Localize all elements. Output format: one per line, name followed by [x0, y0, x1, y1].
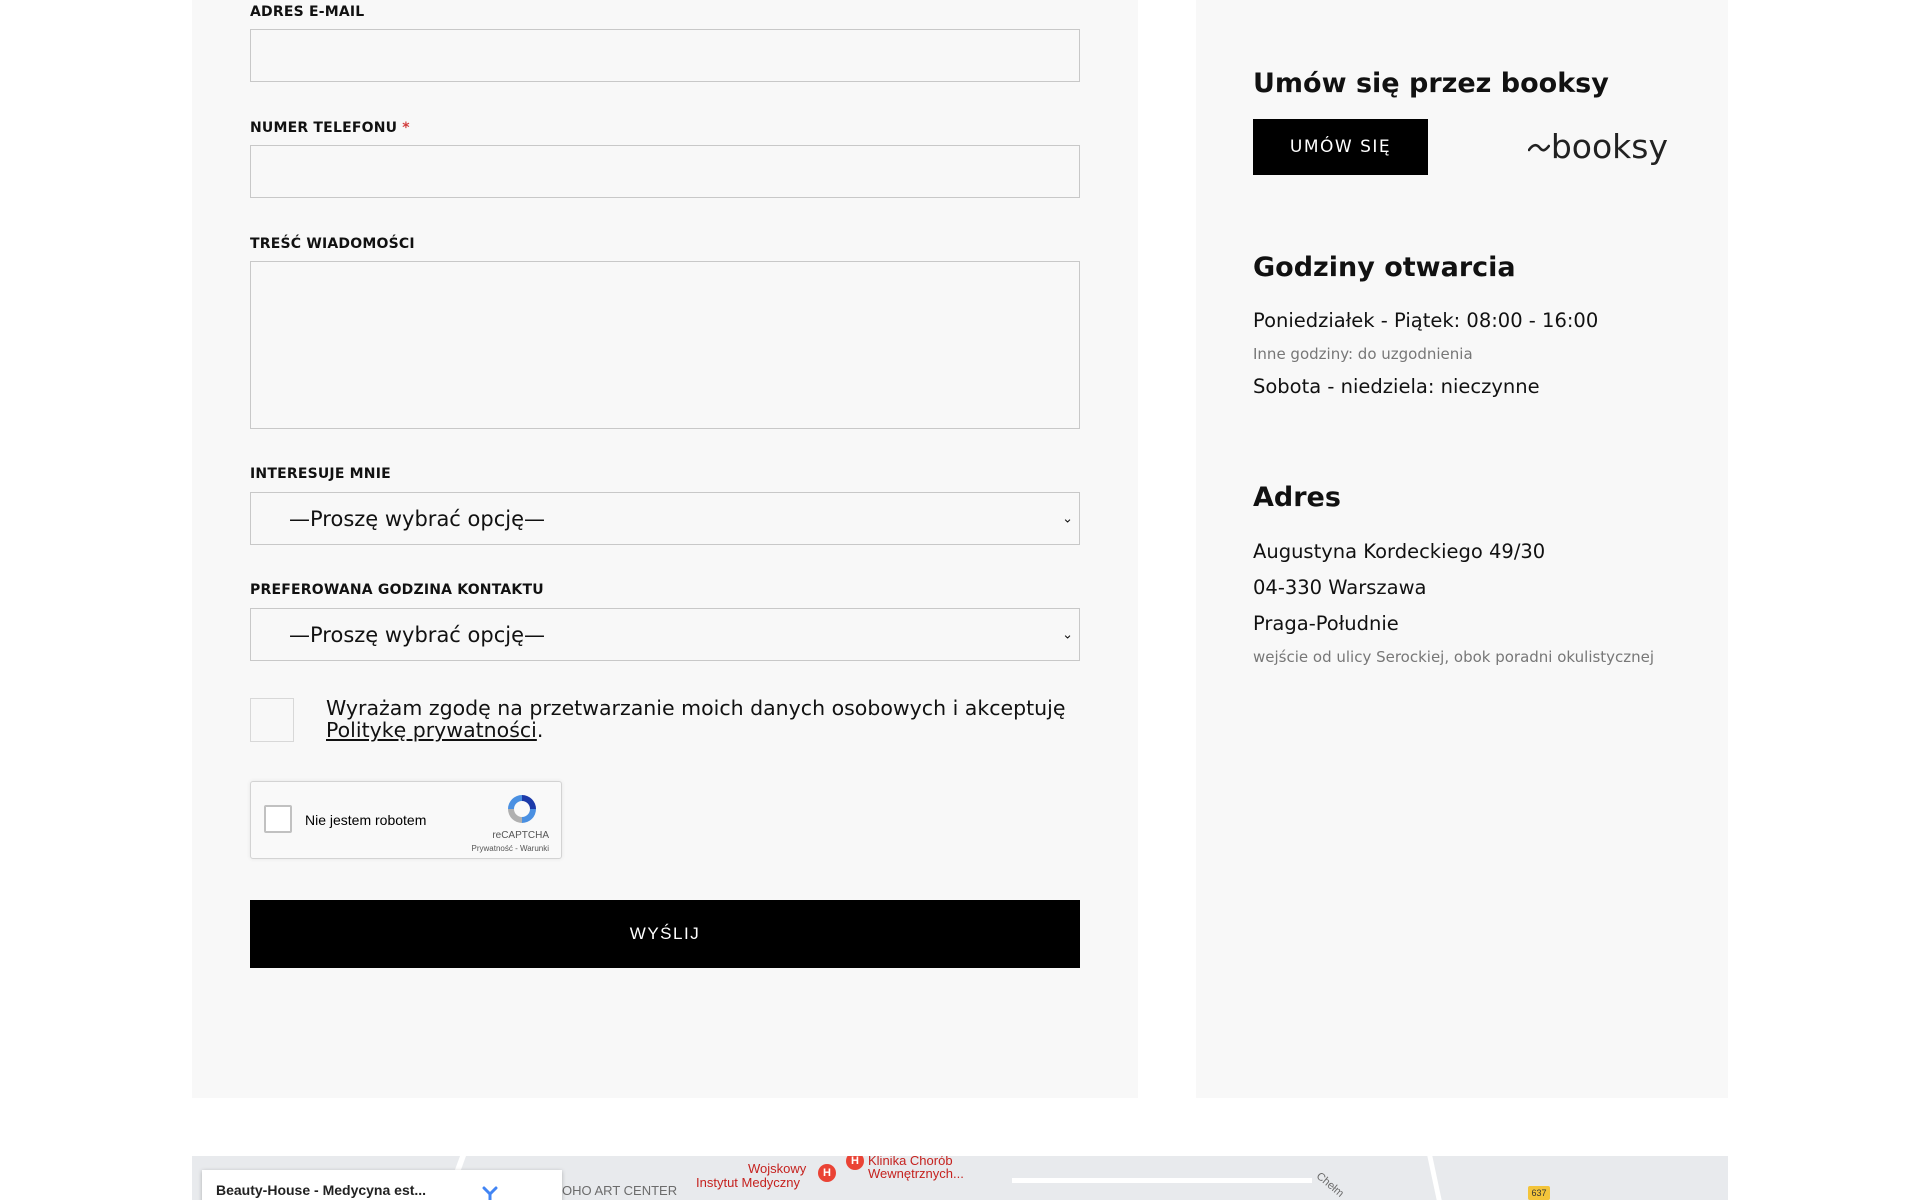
map-label-institute-2: Instytut Medyczny: [696, 1175, 801, 1190]
interest-selected-value: —Proszę wybrać opcję—: [289, 506, 546, 531]
booking-heading: Umów się przez booksy: [1253, 68, 1609, 99]
map-road: [1012, 1178, 1312, 1183]
submit-button[interactable]: [250, 900, 1080, 968]
address-heading: Adres: [1253, 482, 1341, 513]
contact-time-select[interactable]: [250, 608, 1080, 661]
consent-suffix: .: [536, 718, 544, 742]
chevron-down-icon: ⌄: [1062, 627, 1073, 642]
message-textarea[interactable]: [250, 261, 1080, 429]
privacy-policy-link[interactable]: Politykę prywatności: [326, 718, 537, 742]
consent-text-main: Wyrażam zgodę na przetwarzanie moich danych osobowych i akceptuję: [326, 696, 1066, 720]
recaptcha-brand: reCAPTCHA: [492, 830, 549, 841]
email-label-text: ADRES E-MAIL: [250, 4, 365, 20]
interest-select[interactable]: [250, 492, 1080, 545]
embedded-map[interactable]: [192, 1156, 1728, 1200]
recaptcha-widget: [250, 781, 562, 859]
message-label-text: TREŚĆ WIADOMOŚCI: [250, 236, 415, 252]
recaptcha-label: Nie jestem robotem: [305, 812, 427, 828]
weekend-hours: Sobota - niedziela: nieczynne: [1253, 375, 1540, 398]
phone-label: [250, 120, 410, 136]
phone-label-text: NUMER TELEFONU: [250, 120, 398, 136]
recaptcha-checkbox[interactable]: [264, 805, 292, 833]
interest-label-text: INTERESUJE MNIE: [250, 466, 391, 482]
book-appointment-label: UMÓW SIĘ: [1289, 137, 1392, 157]
message-label: [250, 236, 415, 252]
map-place-title: Beauty-House - Medycyna est...: [216, 1182, 427, 1198]
email-label: [250, 4, 364, 20]
opening-hours-heading: Godziny otwarcia: [1253, 252, 1516, 283]
map-label-clinic-1: Klinika Chorób: [868, 1156, 953, 1168]
contact-time-label-text: PREFEROWANA GODZINA KONTAKTU: [250, 582, 544, 598]
contact-time-label: [250, 582, 544, 598]
book-appointment-button[interactable]: [1253, 119, 1428, 175]
booksy-wave-icon: [1528, 136, 1550, 156]
other-hours: Inne godziny: do uzgodnienia: [1253, 345, 1473, 363]
interest-label: [250, 466, 391, 482]
phone-field[interactable]: [250, 145, 1080, 198]
submit-button-label: WYŚLIJ: [629, 924, 701, 943]
booksy-logo-text: booksy: [1550, 126, 1668, 166]
map-label-art-center: OHO ART CENTER: [562, 1183, 678, 1198]
directions-icon[interactable]: [478, 1182, 502, 1200]
map-place-card[interactable]: [202, 1170, 562, 1200]
recaptcha-terms-link[interactable]: Prywatność - Warunki: [471, 844, 549, 853]
address-district: Praga-Południe: [1253, 612, 1399, 635]
map-road: [1427, 1156, 1441, 1200]
map-label-street: Chełm: [1313, 1170, 1346, 1200]
required-asterisk: *: [402, 120, 410, 136]
map-label-institute-1: Wojskowy: [748, 1161, 807, 1176]
booksy-logo[interactable]: [1528, 124, 1668, 168]
consent-checkbox[interactable]: [250, 698, 294, 742]
clinic-pin-icon[interactable]: H: [846, 1156, 864, 1170]
road-number-shield: 637: [1528, 1186, 1550, 1200]
contact-time-selected-value: —Proszę wybrać opcję—: [289, 622, 546, 647]
consent-text: [326, 697, 1086, 741]
email-field[interactable]: [250, 29, 1080, 82]
hospital-pin-icon[interactable]: H: [818, 1164, 836, 1182]
map-label-clinic-2: Wewnętrznych...: [868, 1166, 964, 1181]
address-city: 04-330 Warszawa: [1253, 576, 1427, 599]
address-street: Augustyna Kordeckiego 49/30: [1253, 540, 1546, 563]
recaptcha-logo-icon: [505, 792, 539, 826]
chevron-down-icon: ⌄: [1062, 511, 1073, 526]
address-note: wejście od ulicy Serockiej, obok poradni okulistycznej: [1253, 648, 1655, 666]
weekday-hours: Poniedziałek - Piątek: 08:00 - 16:00: [1253, 309, 1599, 332]
